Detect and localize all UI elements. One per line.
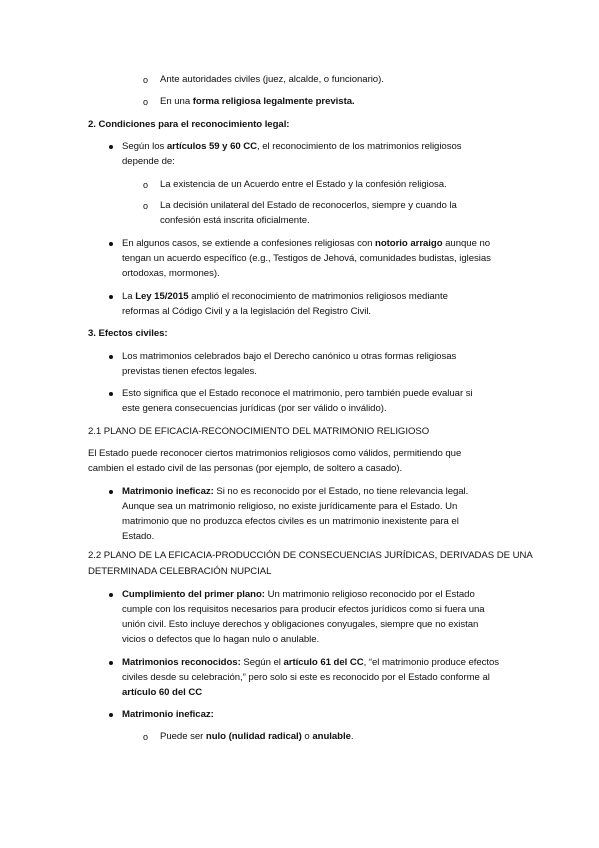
bullet-text: Aunque sea un matrimonio religioso, no existe jurídicamente para el Estado. Un (122, 501, 458, 512)
bullet-dot (109, 145, 113, 149)
sub-item: Ante autoridades civiles (juez, alcalde, o funcionario). (160, 74, 384, 85)
section-heading: 3. Efectos civiles: (88, 328, 168, 339)
bullet-text: Los matrimonios celebrados bajo el Derecho canónico u otras formas religiosas (122, 351, 457, 362)
bullet-text: unión civil. Esto incluye derechos y obligaciones conyugales, siempre que no existan (122, 619, 479, 630)
section-heading: 2.2 PLANO DE LA EFICACIA-PRODUCCIÓN DE CONSECUENCIAS JURÍDICAS, DERIVADAS DE UNA (88, 550, 533, 561)
bullet-text: reformas al Código Civil y a la legislación del Registro Civil. (122, 306, 372, 317)
sub-bullet-marker: o (143, 201, 149, 211)
bullet-text: cumple con los requisitos necesarios para producir efectos jurídicos como si fuera una (122, 604, 485, 615)
sub-bullet-marker: o (143, 180, 149, 190)
bullet-text: Matrimonios reconocidos: Según el artículo 61 del CC, “el matrimonio produce efectos (122, 657, 500, 668)
bullet-dot (109, 392, 113, 396)
bullet-text: Según los artículos 59 y 60 CC, el reconocimiento de los matrimonios religiosos (122, 141, 462, 152)
section-heading: DETERMINADA CELEBRACIÓN NUPCIAL (88, 566, 272, 577)
bullet-dot (109, 295, 113, 299)
bullet-text: tengan un acuerdo específico (e.g., Testigos de Jehová, comunidades budistas, iglesias (122, 253, 491, 264)
bullet-text: ortodoxas, mormones). (122, 268, 220, 279)
bullet-dot (109, 713, 113, 717)
sub-item: Puede ser nulo (nulidad radical) o anulable. (160, 731, 354, 742)
section-heading: 2. Condiciones para el reconocimiento legal: (88, 119, 290, 130)
bullet-text: previstas tienen efectos legales. (122, 366, 257, 377)
bullet-text: En algunos casos, se extiende a confesiones religiosas con notorio arraigo aunque no (122, 238, 491, 249)
bullet-text: La Ley 15/2015 amplió el reconocimiento de matrimonios religiosos mediante (122, 291, 448, 302)
bullet-text: Cumplimiento del primer plano: Un matrimonio religioso reconocido por el Estado (122, 589, 475, 600)
bullet-text: depende de: (122, 156, 175, 167)
sub-item: La existencia de un Acuerdo entre el Estado y la confesión religiosa. (160, 179, 447, 190)
sub-bullet-marker: o (143, 97, 149, 107)
bullet-dot (109, 355, 113, 359)
sub-bullet-marker: o (143, 732, 149, 742)
bullet-dot (109, 242, 113, 246)
bullet-dot (109, 490, 113, 494)
bullet-text: Estado. (122, 531, 155, 542)
sub-item: confesión está inscrita oficialmente. (160, 215, 310, 226)
sub-bullet-marker: o (143, 75, 149, 85)
bullet-dot (109, 661, 113, 665)
bullet-dot (109, 593, 113, 597)
paragraph: cambien el estado civil de las personas (por ejemplo, de soltero a casado). (88, 463, 403, 474)
bullet-text: Matrimonio ineficaz: (122, 709, 214, 720)
bullet-text: civiles desde su celebración,” pero solo si este es reconocido por el Estado conforme al (122, 672, 490, 683)
bullet-text: matrimonio que no produzca efectos civiles es un matrimonio inexistente para el (122, 516, 459, 527)
sub-item: En una forma religiosa legalmente prevista. (160, 96, 355, 107)
bullet-text: este genera consecuencias jurídicas (por ser válido o inválido). (122, 403, 387, 414)
bullet-text: Esto significa que el Estado reconoce el matrimonio, pero también puede evaluar si (122, 388, 473, 399)
sub-item: La decisión unilateral del Estado de reconocerlos, siempre y cuando la (160, 200, 457, 211)
bullet-text: artículo 60 del CC (122, 687, 203, 698)
paragraph: El Estado puede reconocer ciertos matrimonios religiosos como válidos, permitiendo que (88, 448, 462, 459)
bullet-text: vicios o defectos que lo hagan nulo o anulable. (122, 634, 320, 645)
section-heading: 2.1 PLANO DE EFICACIA-RECONOCIMIENTO DEL MATRIMONIO RELIGIOSO (88, 426, 430, 437)
bullet-text: Matrimonio ineficaz: Si no es reconocido por el Estado, no tiene relevancia legal. (122, 486, 469, 497)
